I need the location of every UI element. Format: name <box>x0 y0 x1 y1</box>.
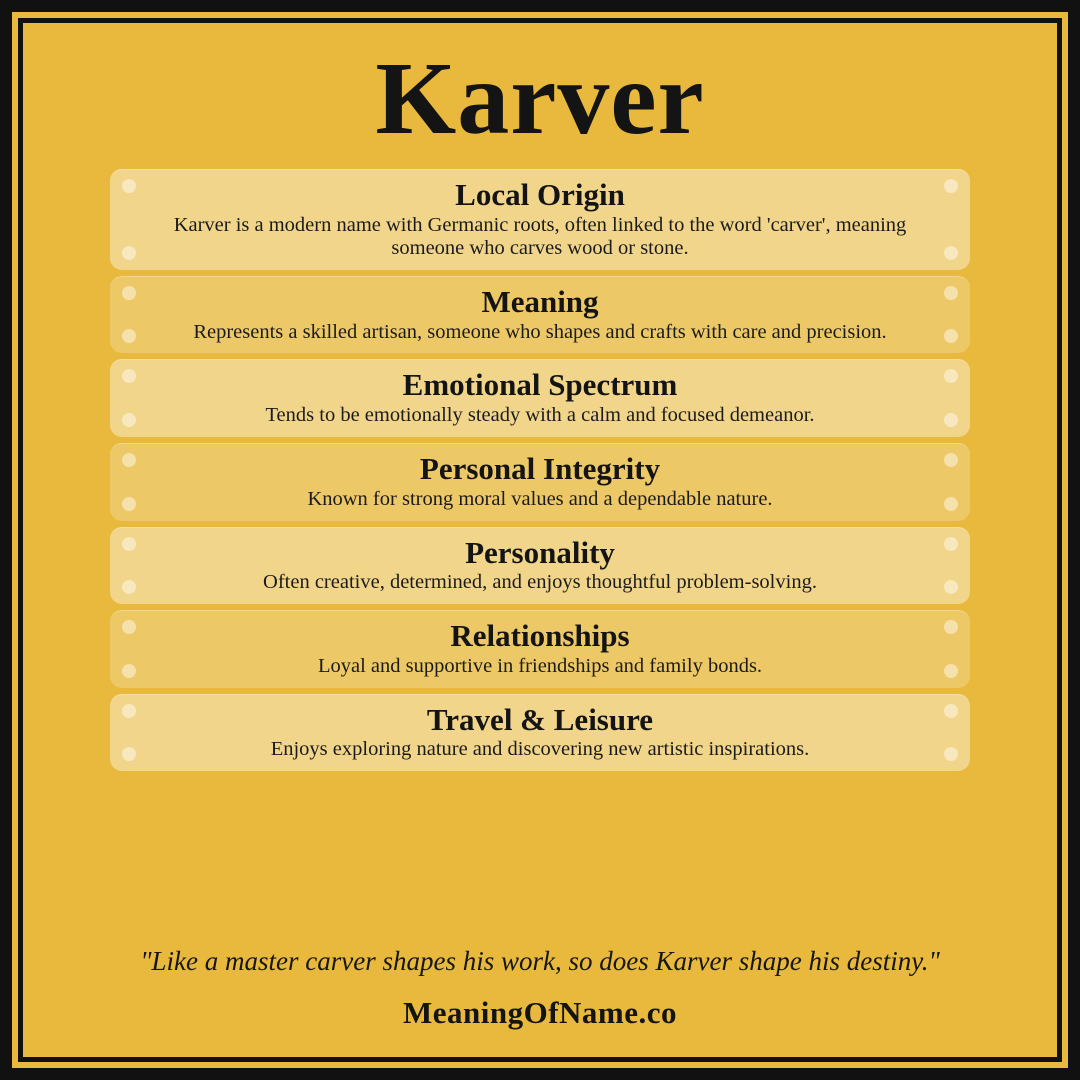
sections-list <box>57 169 1023 777</box>
section-text: Tends to be emotionally steady with a calm and focused demeanor. <box>265 404 815 427</box>
quote-text: "Like a master carver shapes his work, so does Karver shape his destiny." <box>140 946 940 976</box>
section-card-travel-leisure <box>110 694 970 772</box>
poster-footer <box>57 936 1023 1037</box>
section-text: Often creative, determined, and enjoys thoughtful problem-solving. <box>263 571 817 594</box>
section-card-personality <box>110 527 970 605</box>
section-title: Emotional Spectrum <box>402 367 678 403</box>
website-label: MeaningOfName.co <box>402 995 678 1030</box>
section-card-personal-integrity <box>110 443 970 521</box>
corner-dot-icon <box>122 747 136 761</box>
page-title: Karver <box>375 41 705 156</box>
corner-dot-icon <box>944 664 958 678</box>
corner-dot-icon <box>122 329 136 343</box>
section-text: Karver is a modern name with Germanic roots, often linked to the word 'carver', meaning someone who carves wood or stone. <box>173 213 907 259</box>
corner-dot-icon <box>122 497 136 511</box>
section-text: Represents a skilled artisan, someone who shapes and crafts with care and precision. <box>193 320 887 343</box>
section-text: Known for strong moral values and a dependable nature. <box>307 487 773 510</box>
corner-dot-icon <box>944 246 958 260</box>
corner-dot-icon <box>944 497 958 511</box>
corner-dot-icon <box>944 580 958 594</box>
section-title: Travel & Leisure <box>426 701 654 737</box>
corner-dot-icon <box>944 747 958 761</box>
corner-dot-icon <box>122 413 136 427</box>
corner-dot-icon <box>122 580 136 594</box>
poster-inner-frame <box>18 18 1062 1062</box>
section-title: Meaning <box>481 283 599 319</box>
section-card-emotional-spectrum <box>110 359 970 437</box>
corner-dot-icon <box>122 246 136 260</box>
section-title: Personal Integrity <box>419 451 661 487</box>
section-card-relationships <box>110 610 970 688</box>
section-title: Local Origin <box>455 177 625 213</box>
corner-dot-icon <box>944 329 958 343</box>
corner-dot-icon <box>122 664 136 678</box>
section-title: Personality <box>465 534 615 570</box>
corner-dot-icon <box>944 413 958 427</box>
section-card-meaning <box>110 276 970 354</box>
section-card-local-origin <box>110 169 970 270</box>
section-title: Relationships <box>450 618 630 654</box>
section-text: Loyal and supportive in friendships and family bonds. <box>317 654 763 677</box>
section-text: Enjoys exploring nature and discovering new artistic inspirations. <box>270 738 810 761</box>
